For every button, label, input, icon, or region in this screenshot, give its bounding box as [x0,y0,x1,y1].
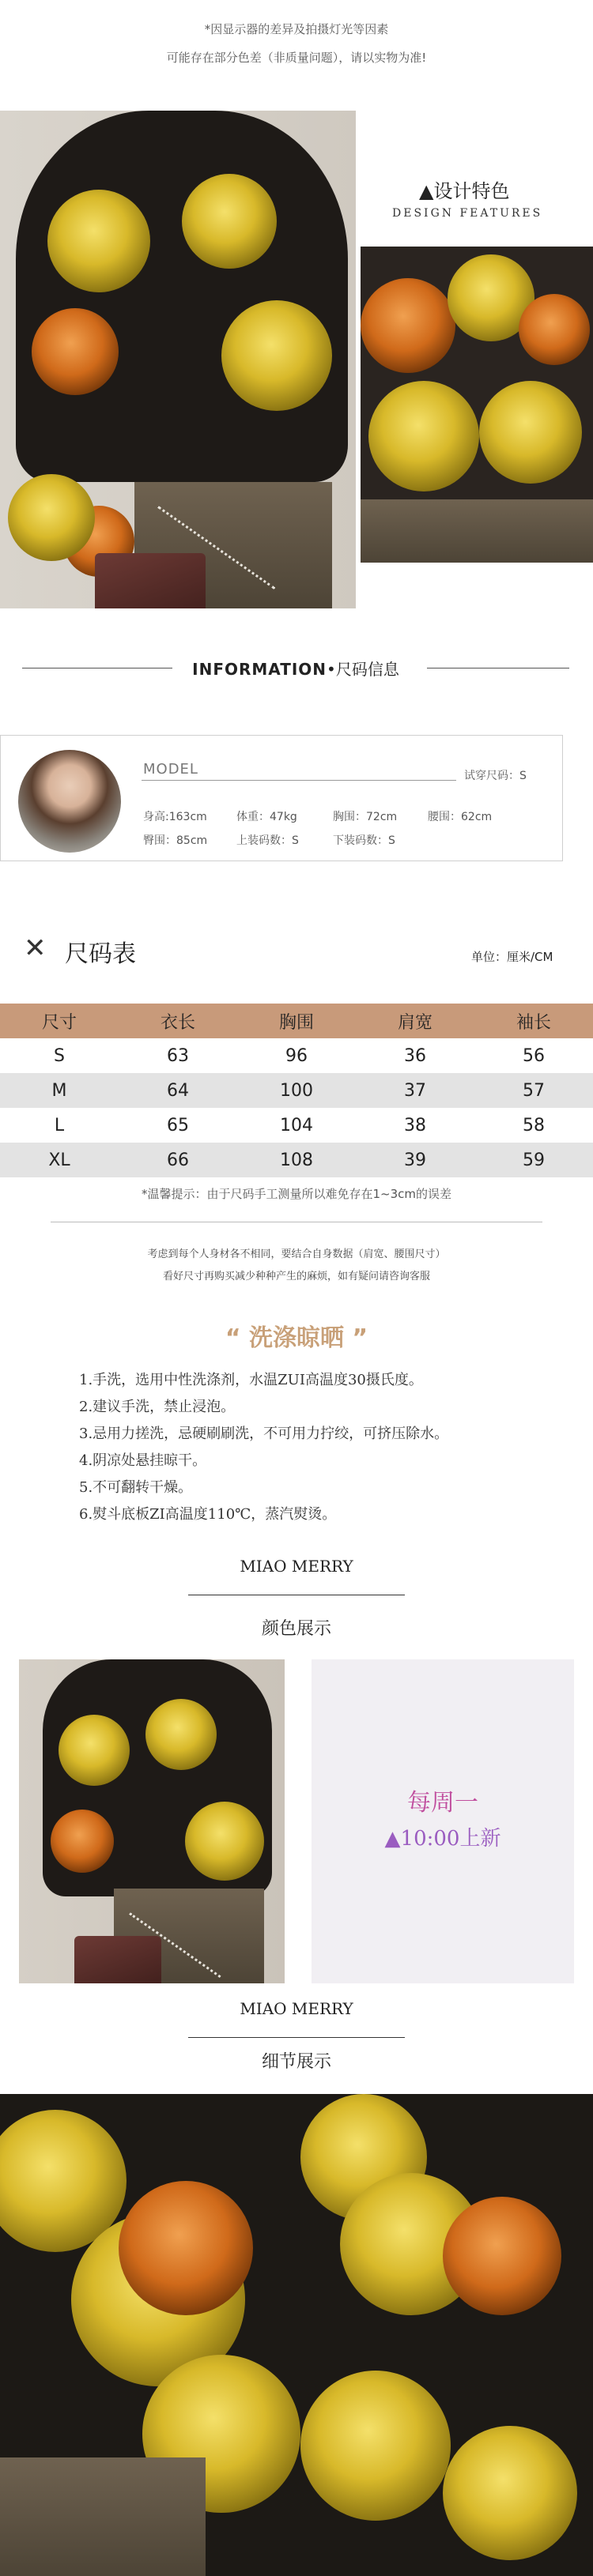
size-cell: 37 [356,1073,474,1108]
table-row [0,1038,593,1073]
table-row [0,1108,593,1143]
size-header-cell: 尺寸 [0,1004,119,1038]
model-info-card [0,735,563,861]
advice-line-1: 考虑到每个人身材各不相同，要结合自身数据（肩宽、腰围尺寸） [147,1248,446,1260]
size-chart-title: 尺码表 [65,940,136,968]
size-cell: 96 [285,1045,308,1066]
size-cell: L [54,1115,65,1135]
size-cell: M [0,1073,119,1108]
model-bottom-size: 下装码数：S [333,834,395,847]
new-arrival-panel [312,1659,574,1983]
list-item: 5.不可翻转干燥。 [79,1479,193,1496]
model-photo-main [0,111,356,608]
list-item: 2.建议手洗，禁止浸泡。 [79,1399,236,1415]
size-cell: 58 [523,1115,545,1135]
wash-title: “ 洗涤晾晒 ” [225,1324,368,1352]
model-trial-size: 试穿尺码：S [464,770,527,782]
list-item: 6.熨斗底板ZI高温度110℃，蒸汽熨烫。 [79,1506,337,1523]
notice-line-1: *因显示器的差异及拍摄灯光等因素 [204,22,389,36]
size-header-cell: 衣长 [119,1004,237,1038]
size-cell: 57 [474,1073,593,1108]
detail-brand: MIAO MERRY [240,1999,353,2018]
promo-line-1: 每周一 [407,1789,478,1817]
size-header-cell: 袖长 [474,1004,593,1038]
detail-divider [188,2037,405,2038]
size-cell: 63 [167,1045,189,1066]
model-weight: 体重：47kg [236,811,297,823]
detail-photo-closeup [0,2094,593,2576]
info-header-en: INFORMATION [192,660,327,679]
table-row [0,1143,593,1177]
size-cell: 56 [523,1045,545,1066]
color-title: 颜色展示 [261,1619,331,1639]
color-brand: MIAO MERRY [240,1557,353,1576]
size-cell: 38 [404,1115,426,1135]
size-table-header [0,1004,593,1038]
color-photo-black [19,1659,285,1983]
model-waist: 腰围：62cm [428,811,493,823]
list-item: 4.阴凉处悬挂晾干。 [79,1452,207,1469]
size-cell: S [54,1045,65,1066]
size-tip: *温馨提示：由于尺码手工测量所以难免存在1~3cm的误差 [141,1187,452,1201]
size-cell: 65 [167,1115,189,1135]
size-chart-unit: 单位：厘米/CM [471,950,553,964]
model-avatar [18,750,121,853]
info-header [161,657,430,680]
size-chart-icon: ✕ [24,932,47,964]
size-table [0,1004,593,1177]
size-cell: 104 [280,1115,313,1135]
size-cell: 108 [237,1143,356,1177]
advice-line-2: 看好尺寸再购买减少种种产生的麻烦，如有疑问请咨询客服 [162,1271,430,1282]
size-cell: XL [0,1143,119,1177]
model-chest: 胸围：72cm [333,811,398,823]
model-top-size: 上装码数：S [236,834,299,847]
size-cell: 36 [404,1045,426,1066]
model-label: MODEL [143,761,198,778]
notice-line-2: 可能存在部分色差（非质量问题），请以实物为准! [166,51,427,65]
detail-title: 细节展示 [261,2052,331,2072]
detail-photo-sleeve [361,247,593,563]
size-cell: 39 [356,1143,474,1177]
size-cell: 64 [119,1073,237,1108]
model-hip: 臀围：85cm [143,834,208,847]
table-row [0,1073,593,1108]
wash-list [79,1367,448,1528]
size-cell: 100 [237,1073,356,1108]
size-cell: 59 [474,1143,593,1177]
design-features-subtitle: DESIGN FEATURES [392,207,543,220]
design-features-title: ▲设计特色 [419,180,510,202]
size-header-cell: 胸围 [237,1004,356,1038]
promo-line-2: ▲10:00上新 [384,1827,501,1851]
size-cell: 66 [119,1143,237,1177]
model-height: 身高:163cm [143,811,207,823]
info-header-dot: • [327,660,336,679]
size-header-cell: 肩宽 [356,1004,474,1038]
list-item: 3.忌用力搓洗，忌硬刷刷洗，不可用力拧绞，可挤压除水。 [79,1425,449,1442]
info-header-cn: 尺码信息 [335,660,399,679]
model-underline [142,780,456,781]
list-item: 1.手洗，选用中性洗涤剂，水温ZUI高温度30摄氏度。 [79,1372,423,1388]
